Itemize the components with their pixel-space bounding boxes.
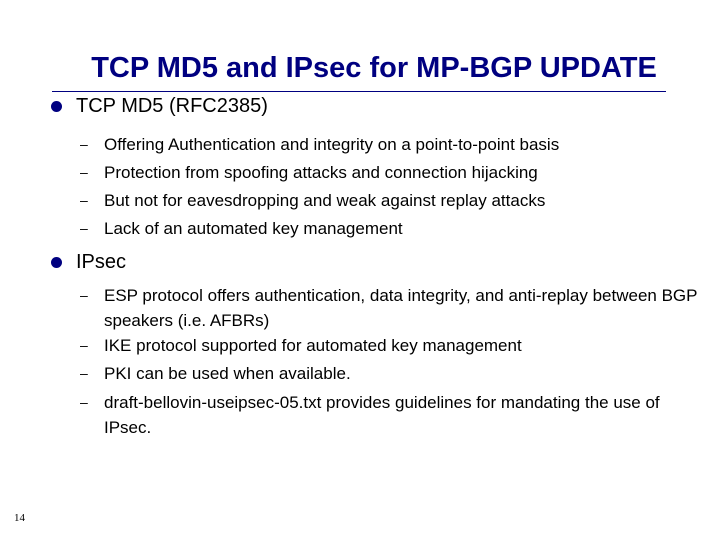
list-item xyxy=(80,390,702,440)
dash-icon: – xyxy=(80,365,88,381)
list-item-text: PKI can be used when available. xyxy=(104,364,351,383)
bullet-dot-icon xyxy=(51,257,62,268)
bullet-dot-icon xyxy=(51,101,62,112)
dash-icon: – xyxy=(80,220,88,236)
dash-icon: – xyxy=(80,337,88,353)
page-number: 14 xyxy=(14,512,25,524)
list-item-text: draft-bellovin-useipsec-05.txt provides guidelines for mandating the use of IPsec. xyxy=(104,393,660,437)
bullet-tcp-md5 xyxy=(48,94,268,118)
list-item-text: ESP protocol offers authentication, data integrity, and anti-replay between BGP speakers (i.e. AFBRs) xyxy=(104,286,698,330)
bullet-heading: TCP MD5 (RFC2385) xyxy=(76,95,268,117)
bullet-heading: IPsec xyxy=(76,251,127,273)
slide-title: TCP MD5 and IPsec for MP-BGP UPDATE xyxy=(91,52,657,84)
bullet-ipsec xyxy=(48,250,126,274)
list-item-text: Offering Authentication and integrity on a point-to-point basis xyxy=(104,135,560,154)
dash-icon: – xyxy=(80,394,88,410)
dash-icon: – xyxy=(80,136,88,152)
list-item-text: Lack of an automated key management xyxy=(104,219,403,238)
dash-icon: – xyxy=(80,164,88,180)
list-item xyxy=(80,188,680,213)
list-item xyxy=(80,132,680,157)
dash-icon: – xyxy=(80,287,88,303)
list-item xyxy=(80,361,702,386)
dash-icon: – xyxy=(80,192,88,208)
list-item-text: IKE protocol supported for automated key management xyxy=(104,336,522,355)
list-item-text: But not for eavesdropping and weak against replay attacks xyxy=(104,191,546,210)
list-item xyxy=(80,160,680,185)
list-item xyxy=(80,216,680,241)
list-item xyxy=(80,283,702,333)
list-item xyxy=(80,333,702,358)
list-item-text: Protection from spoofing attacks and connection hijacking xyxy=(104,163,538,182)
title-underline xyxy=(52,91,666,92)
